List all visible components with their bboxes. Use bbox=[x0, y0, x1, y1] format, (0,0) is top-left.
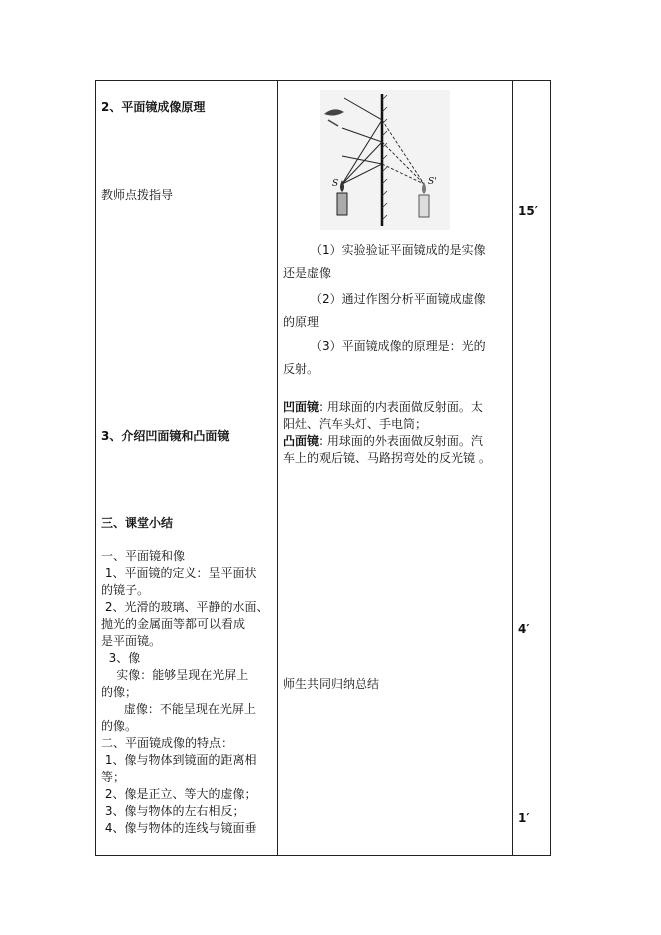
concave-line-b: 阳灶、汽车头灯、手电筒； bbox=[283, 417, 428, 431]
convex-line-a bbox=[283, 433, 483, 450]
summary-line: 3、像与物体的左右相反； bbox=[101, 804, 245, 818]
summary-line: 抛光的金属面等都可以看成 bbox=[101, 617, 246, 631]
item-2-line-b: 的原理 bbox=[283, 315, 320, 329]
table-border-right bbox=[550, 80, 551, 856]
teacher-guide-label: 教师点拨指导 bbox=[101, 188, 174, 202]
summary-line: 2、像是正立、等大的虚像； bbox=[101, 787, 257, 801]
time-section-3: 4′ bbox=[518, 622, 530, 636]
summary-line: 1、平面镜的定义：呈平面状 bbox=[101, 566, 257, 580]
concave-desc: : 用球面的内表面做反射面。太 bbox=[319, 400, 483, 414]
section-2-title: 2、平面镜成像原理 bbox=[101, 100, 206, 114]
convex-desc: : 用球面的外表面做反射面。汽 bbox=[319, 434, 483, 448]
summary-line: 1、像与物体到镜面的距离相 bbox=[101, 753, 257, 767]
section-3-title: 3、介绍凹面镜和凸面镜 bbox=[101, 429, 230, 443]
concave-line-a bbox=[283, 399, 483, 416]
summary-line: 实像：能够呈现在光屏上 bbox=[101, 668, 249, 682]
summary-title: 三、课堂小结 bbox=[101, 516, 174, 530]
summary-line: 虚像：不能呈现在光屏上 bbox=[101, 702, 256, 716]
summary-line: 的像。 bbox=[101, 719, 138, 733]
table-divider-1 bbox=[277, 80, 278, 856]
summary-line: 二、平面镜成像的特点： bbox=[101, 736, 234, 750]
summary-line: 一、平面镜和像 bbox=[101, 549, 186, 563]
item-3-line-b: 反射。 bbox=[283, 362, 320, 376]
table-border-top bbox=[95, 80, 551, 81]
concave-term: 凹面镜 bbox=[283, 400, 320, 414]
summary-line: 2、光滑的玻璃、平静的水面、 bbox=[101, 600, 269, 614]
label-image: S' bbox=[428, 177, 437, 187]
summary-line: 3、像 bbox=[101, 651, 141, 665]
plane-mirror-diagram bbox=[320, 90, 450, 230]
summary-line: 等； bbox=[101, 770, 126, 784]
table-border-bottom bbox=[95, 855, 551, 856]
summary-line: 4、像与物体的连线与镜面垂 bbox=[101, 821, 257, 835]
summary-line: 的镜子。 bbox=[101, 583, 150, 597]
item-3-line-a: （3）平面镜成像的原理是：光的 bbox=[310, 339, 486, 353]
candle-icon bbox=[419, 195, 429, 217]
item-2-line-a: （2）通过作图分析平面镜成虚像 bbox=[310, 292, 486, 306]
convex-line-b: 车上的观后镜、马路拐弯处的反光镜 。 bbox=[283, 451, 491, 465]
summary-method: 师生共同归纳总结 bbox=[283, 677, 380, 691]
summary-line: 的像； bbox=[101, 685, 138, 699]
table-divider-2 bbox=[512, 80, 513, 856]
convex-term: 凸面镜 bbox=[283, 434, 320, 448]
item-1-line-a: （1）实验验证平面镜成的是实像 bbox=[310, 243, 486, 257]
item-1-line-b: 还是虚像 bbox=[283, 266, 332, 280]
table-border-left bbox=[95, 80, 96, 856]
candle-icon bbox=[337, 193, 347, 215]
time-section-2: 15′ bbox=[518, 204, 538, 218]
summary-line: 是平面镜。 bbox=[101, 634, 162, 648]
time-summary: 1′ bbox=[518, 811, 530, 825]
label-source: S bbox=[332, 179, 339, 189]
